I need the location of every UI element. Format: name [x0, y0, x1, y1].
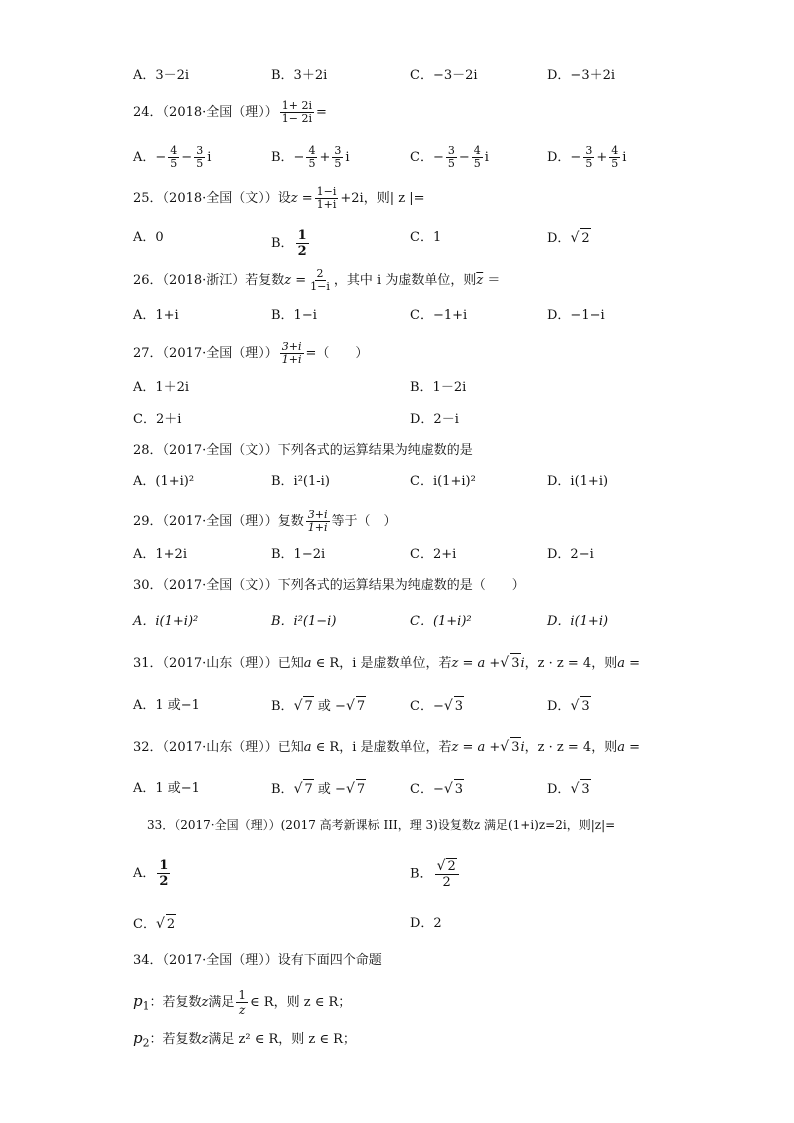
q23-option-c: C．−3－2i — [410, 68, 478, 83]
q26-option-a: A．1+i — [133, 308, 179, 323]
q32-stem: 32．（2017·山东（理））已知a ∈ R，i 是虚数单位，若z = a +√ 3i，z · z = 4，则a = — [133, 737, 640, 758]
q29-option-b: B．1−2i — [271, 547, 326, 562]
q25-stem: 25．（2018·全国（文））设z = $\frac{1-i}{1+i}$ +2i，则| z |= — [133, 185, 425, 211]
q24-option-a: A．− $\frac{4}{5}$ − $\frac{3}{5}$ i — [133, 144, 212, 170]
q24-option-d: D．− $\frac{3}{5}$ + $\frac{4}{5}$ i — [547, 144, 627, 170]
q25-option-d: D．√ 2 — [547, 228, 591, 249]
q32-option-c: C．−√ 3 — [410, 779, 464, 800]
q30-option-d: D．i(1+i) — [547, 614, 609, 629]
q27-option-b: B．1－2i — [410, 380, 467, 395]
q24-option-c: C．− $\frac{3}{5}$ − $\frac{4}{5}$ i — [410, 144, 489, 170]
q30-option-b: B．i²(1−i) — [271, 614, 337, 629]
q26-option-c: C．−1+i — [410, 308, 468, 323]
q27-stem: 27．（2017·全国（理）） $\frac{3+i}{1+i}$ =（ ） — [133, 340, 369, 366]
q32-option-a: A．1 或−1 — [133, 781, 200, 796]
q34-proposition-p1: $p_1$：若复数z满足 $\frac{1}{z}$ ∈ R，则 z ∈ R； — [133, 988, 352, 1017]
q23-option-d: D．−3＋2i — [547, 68, 616, 83]
q30-option-c: C．(1+i)² — [410, 614, 472, 629]
q28-option-c: C．i(1+i)² — [410, 474, 476, 489]
q34-proposition-p2: $p_2$：若复数z满足 z² ∈ R，则 z ∈ R； — [133, 1029, 356, 1050]
q33-option-c: C．√ 2 — [133, 914, 176, 935]
q29-stem: 29．（2017·全国（理））复数 $\frac{3+i}{1+i}$ 等于（ ） — [133, 508, 397, 534]
q31-option-b: B．√ 7 或 −√ 7 — [271, 696, 366, 717]
q25-option-a: A．0 — [133, 230, 164, 245]
q33-option-d: D．2 — [410, 916, 442, 931]
q29-option-a: A．1+2i — [133, 547, 187, 562]
q29-option-d: D．2−i — [547, 547, 594, 562]
q25-option-b: B． $\frac{1}{2}$ — [271, 228, 307, 259]
q31-option-c: C．−√ 3 — [410, 696, 464, 717]
q33-option-b: B． $\frac{√ 2}{2}$ — [410, 858, 461, 890]
q31-stem: 31．（2017·山东（理））已知a ∈ R，i 是虚数单位，若z = a +√ 3i，z · z = 4，则a = — [133, 653, 640, 674]
q26-stem: 26．（2018·浙江）若复数z = $\frac{2}{1-i}$ ，其中 i 为虚数单位，则$\overline{z}$ ＝ — [133, 267, 501, 293]
q33-option-a: A． $\frac{1}{2}$ — [133, 858, 169, 889]
q28-option-a: A．(1+i)² — [133, 474, 195, 489]
q28-option-d: D．i(1+i) — [547, 474, 609, 489]
q32-option-b: B．√ 7 或 −√ 7 — [271, 779, 366, 800]
q23-option-a: A．3－2i — [133, 68, 190, 83]
q25-option-c: C．1 — [410, 230, 442, 245]
q26-option-d: D．−1−i — [547, 308, 605, 323]
q34-stem: 34．（2017·全国（理））设有下面四个命题 — [133, 953, 382, 968]
q26-option-b: B．1−i — [271, 308, 317, 323]
q27-option-d: D．2－i — [410, 412, 459, 427]
q24-fraction: $\frac{1+ 2i}{1- 2i}$ — [281, 99, 312, 125]
q27-option-a: A．1＋2i — [133, 380, 190, 395]
q27-option-c: C．2＋i — [133, 412, 182, 427]
q29-option-c: C．2+i — [410, 547, 457, 562]
q30-stem: 30．（2017·全国（文））下列各式的运算结果为纯虚数的是（ ） — [133, 578, 525, 593]
q31-option-d: D．√ 3 — [547, 696, 591, 717]
q33-stem: 33．（2017·全国（理））(2017 高考新课标 III，理 3)设复数z 满足(1+i)z=2i，则|z|= — [147, 818, 616, 832]
q24-stem: 24．（2018·全国（理）） $\frac{1+ 2i}{1- 2i}$ = — [133, 99, 327, 125]
q28-option-b: B．i²(1-i) — [271, 474, 330, 489]
q24-option-b: B．− $\frac{4}{5}$ + $\frac{3}{5}$ i — [271, 144, 350, 170]
q32-option-d: D．√ 3 — [547, 779, 591, 800]
q28-stem: 28．（2017·全国（文））下列各式的运算结果为纯虚数的是 — [133, 443, 473, 458]
q23-option-b: B．3＋2i — [271, 68, 328, 83]
q30-option-a: A．i(1+i)² — [133, 614, 199, 629]
q31-option-a: A．1 或−1 — [133, 698, 200, 713]
